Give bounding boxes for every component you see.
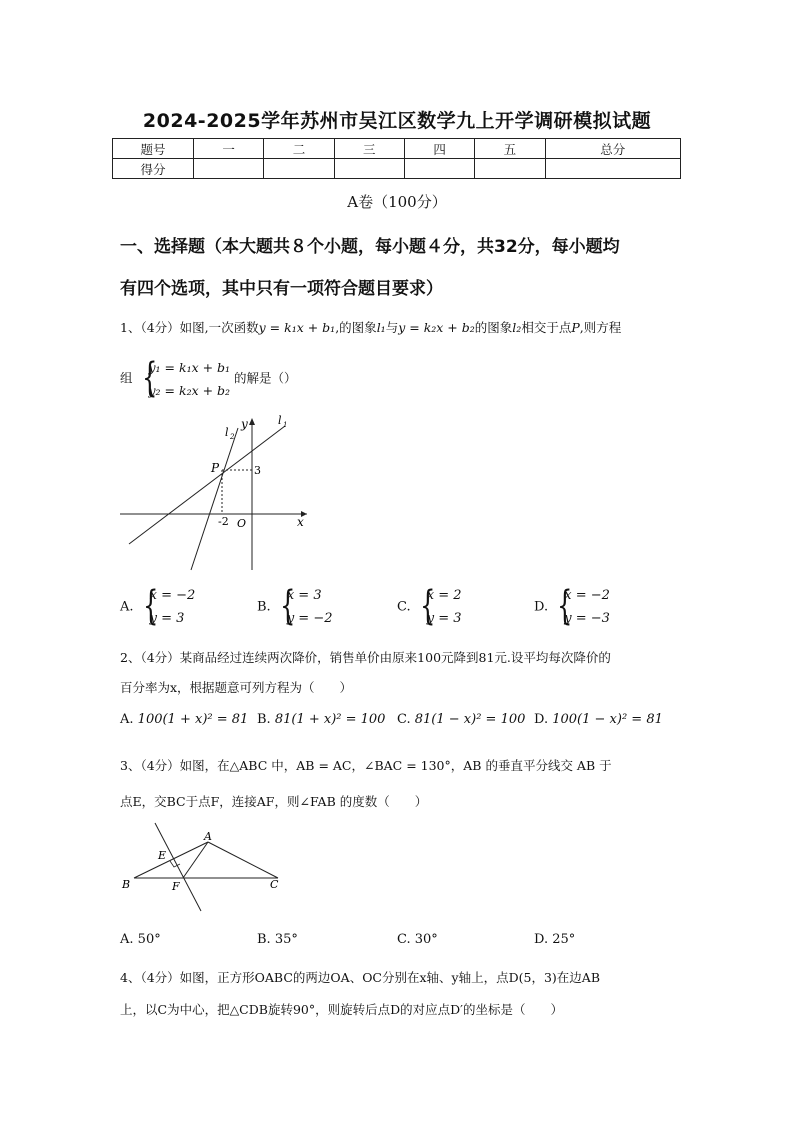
q1-text: 1、（4分）如图,一次函数: [120, 320, 259, 335]
label-C: C: [270, 878, 279, 891]
q1-option-d[interactable]: [534, 584, 610, 630]
score-cell[interactable]: [334, 159, 404, 179]
q1-option-c[interactable]: [397, 584, 462, 630]
q2-options: [120, 712, 690, 734]
option-text: 100(1 + x)² = 81: [137, 712, 249, 727]
q1-sys-eq1: y₁ = k₁x + b₁: [148, 360, 231, 375]
option-eq: y = −2: [286, 611, 333, 626]
q3-options: [120, 932, 690, 954]
q1-line1: [120, 318, 690, 336]
score-table-score-row: [113, 159, 681, 179]
q1-graph: [115, 410, 315, 575]
q1-l2: l₂: [512, 320, 522, 335]
q2-line2: 百分率为x，根据题意可列方程为（ ）: [120, 680, 353, 695]
option-eq: x = 2: [426, 588, 462, 603]
y-axis-arrow: [249, 418, 255, 425]
q2-option-c[interactable]: [397, 712, 525, 727]
option-label: D.: [534, 599, 549, 615]
score-table: [112, 138, 681, 179]
option-label: D.: [534, 932, 549, 947]
page-title: 2024-2025学年苏州市吴江区数学九上开学调研模拟试题: [142, 110, 652, 132]
q1-line2: [120, 356, 690, 402]
option-eq: y = 3: [426, 611, 462, 626]
score-header-cell: 三: [334, 139, 404, 159]
q1-l1: l₁: [376, 320, 386, 335]
q3-option-b[interactable]: [257, 932, 298, 947]
option-system: { x = −2 y = 3: [142, 583, 196, 629]
q1-text: 的解是（）: [234, 370, 297, 386]
score-header-cell: 一: [194, 139, 264, 159]
option-label: C.: [397, 712, 411, 727]
option-text: 100(1 − x)² = 81: [552, 712, 663, 727]
q2-option-d[interactable]: [534, 712, 663, 727]
option-eq: x = −2: [564, 588, 610, 603]
option-label: C.: [397, 599, 411, 615]
score-table-header-row: [113, 139, 681, 159]
option-system: { x = 3 y = −2: [279, 583, 333, 629]
q1-text: ,则方程: [579, 320, 622, 335]
q1-options: [120, 584, 680, 634]
option-eq: x = 3: [286, 588, 322, 603]
label-y: y: [241, 417, 248, 431]
q3-option-d[interactable]: [534, 932, 575, 947]
option-label: B.: [257, 599, 271, 615]
q3-line2: 点E，交BC于点F，连接AF，则∠FAB 的度数（ ）: [120, 794, 428, 809]
q2-line1: 2、（4分）某商品经过连续两次降价，销售单价由原来100元降到81元.设平均每次降价的: [120, 650, 611, 665]
option-label: B.: [257, 932, 271, 947]
score-header-cell: 题号: [113, 139, 194, 159]
option-system: { x = 2 y = 3: [419, 583, 462, 629]
option-text: 81(1 − x)² = 100: [414, 712, 526, 727]
score-row-label: 得分: [113, 159, 194, 179]
option-text: 25°: [552, 932, 576, 947]
score-header-cell: 二: [264, 139, 334, 159]
q1-eq2: y = k₂x + b₂: [398, 320, 475, 335]
perpendicular-bisector: [155, 823, 201, 911]
q1-P: P: [571, 320, 580, 335]
q1-equation-system: { y₁ = k₁x + b₁ y₂ = k₂x + b₂: [141, 355, 231, 401]
side-AC: [208, 842, 278, 878]
option-eq: x = −2: [149, 588, 196, 603]
q1-text: 相交于点: [521, 320, 572, 335]
q1-text: 组: [120, 370, 133, 386]
option-eq: y = 3: [149, 611, 185, 626]
section1-heading-line2: 有四个选项，其中只有一项符合题目要求）: [120, 279, 443, 299]
q1-option-a[interactable]: [120, 584, 195, 630]
score-header-cell: 五: [475, 139, 545, 159]
score-header-cell: 四: [404, 139, 474, 159]
label-x: x: [297, 515, 304, 529]
label-F: F: [172, 880, 180, 893]
label-3: 3: [254, 464, 261, 477]
option-text: 50°: [137, 932, 161, 947]
q1-eq1: y = k₁x + b₁: [258, 320, 336, 335]
section-a-title: A卷（100分）: [347, 193, 447, 211]
score-cell[interactable]: [404, 159, 474, 179]
q1-text: 的图象: [474, 320, 513, 335]
label-l2-sub: 2: [230, 433, 235, 441]
line-l1: [129, 426, 285, 544]
option-label: A.: [120, 712, 134, 727]
score-cell[interactable]: [545, 159, 680, 179]
segment-AF: [183, 842, 208, 878]
label-O: O: [237, 517, 247, 530]
option-label: D.: [534, 712, 549, 727]
q3-triangle-figure: [115, 820, 295, 915]
label-B: B: [122, 878, 131, 891]
score-header-cell: 总分: [545, 139, 680, 159]
q1-text: 与: [385, 320, 399, 335]
line-l2: [191, 428, 238, 570]
q2-option-b[interactable]: [257, 712, 385, 727]
section1-heading-line1: 一、选择题（本大题共８个小题，每小题４分，共32分，每小题均: [120, 237, 620, 257]
label-P: P: [211, 461, 220, 475]
side-AB: [134, 842, 208, 878]
label-l1: l: [278, 414, 282, 427]
option-label: C.: [397, 932, 411, 947]
score-cell[interactable]: [475, 159, 545, 179]
label-E: E: [158, 849, 167, 862]
q3-option-c[interactable]: [397, 932, 438, 947]
q2-option-a[interactable]: [120, 712, 248, 727]
option-system: { x = −2 y = −3: [557, 583, 610, 629]
option-text: 81(1 + x)² = 100: [274, 712, 386, 727]
option-label: A.: [120, 932, 134, 947]
q1-option-b[interactable]: [257, 584, 333, 630]
option-label: A.: [120, 599, 134, 615]
score-cell[interactable]: [194, 159, 264, 179]
label-l2: l: [225, 426, 229, 439]
option-text: 30°: [414, 932, 438, 947]
q4-line1: 4、（4分）如图，正方形OABC的两边OA、OC分别在x轴、y轴上，点D(5，3)在边AB: [120, 970, 601, 985]
q1-text: ,的图象: [335, 320, 377, 335]
label-l1-sub: 1: [283, 421, 288, 429]
q3-option-a[interactable]: [120, 932, 161, 947]
option-text: 35°: [274, 932, 298, 947]
option-label: B.: [257, 712, 271, 727]
q3-line1: 3、（4分）如图，在△ABC 中，AB = AC，∠BAC = 130°，AB 的垂直平分线交 AB 于: [120, 758, 612, 773]
q1-sys-eq2: y₂ = k₂x + b₂: [148, 383, 231, 398]
score-cell[interactable]: [264, 159, 334, 179]
label-neg2: -2: [218, 515, 229, 528]
option-eq: y = −3: [564, 611, 610, 626]
q4-line2: 上，以C为中心，把△CDB旋转90°，则旋转后点D的对应点D′的坐标是（ ）: [120, 1002, 563, 1017]
label-A: A: [204, 830, 212, 843]
